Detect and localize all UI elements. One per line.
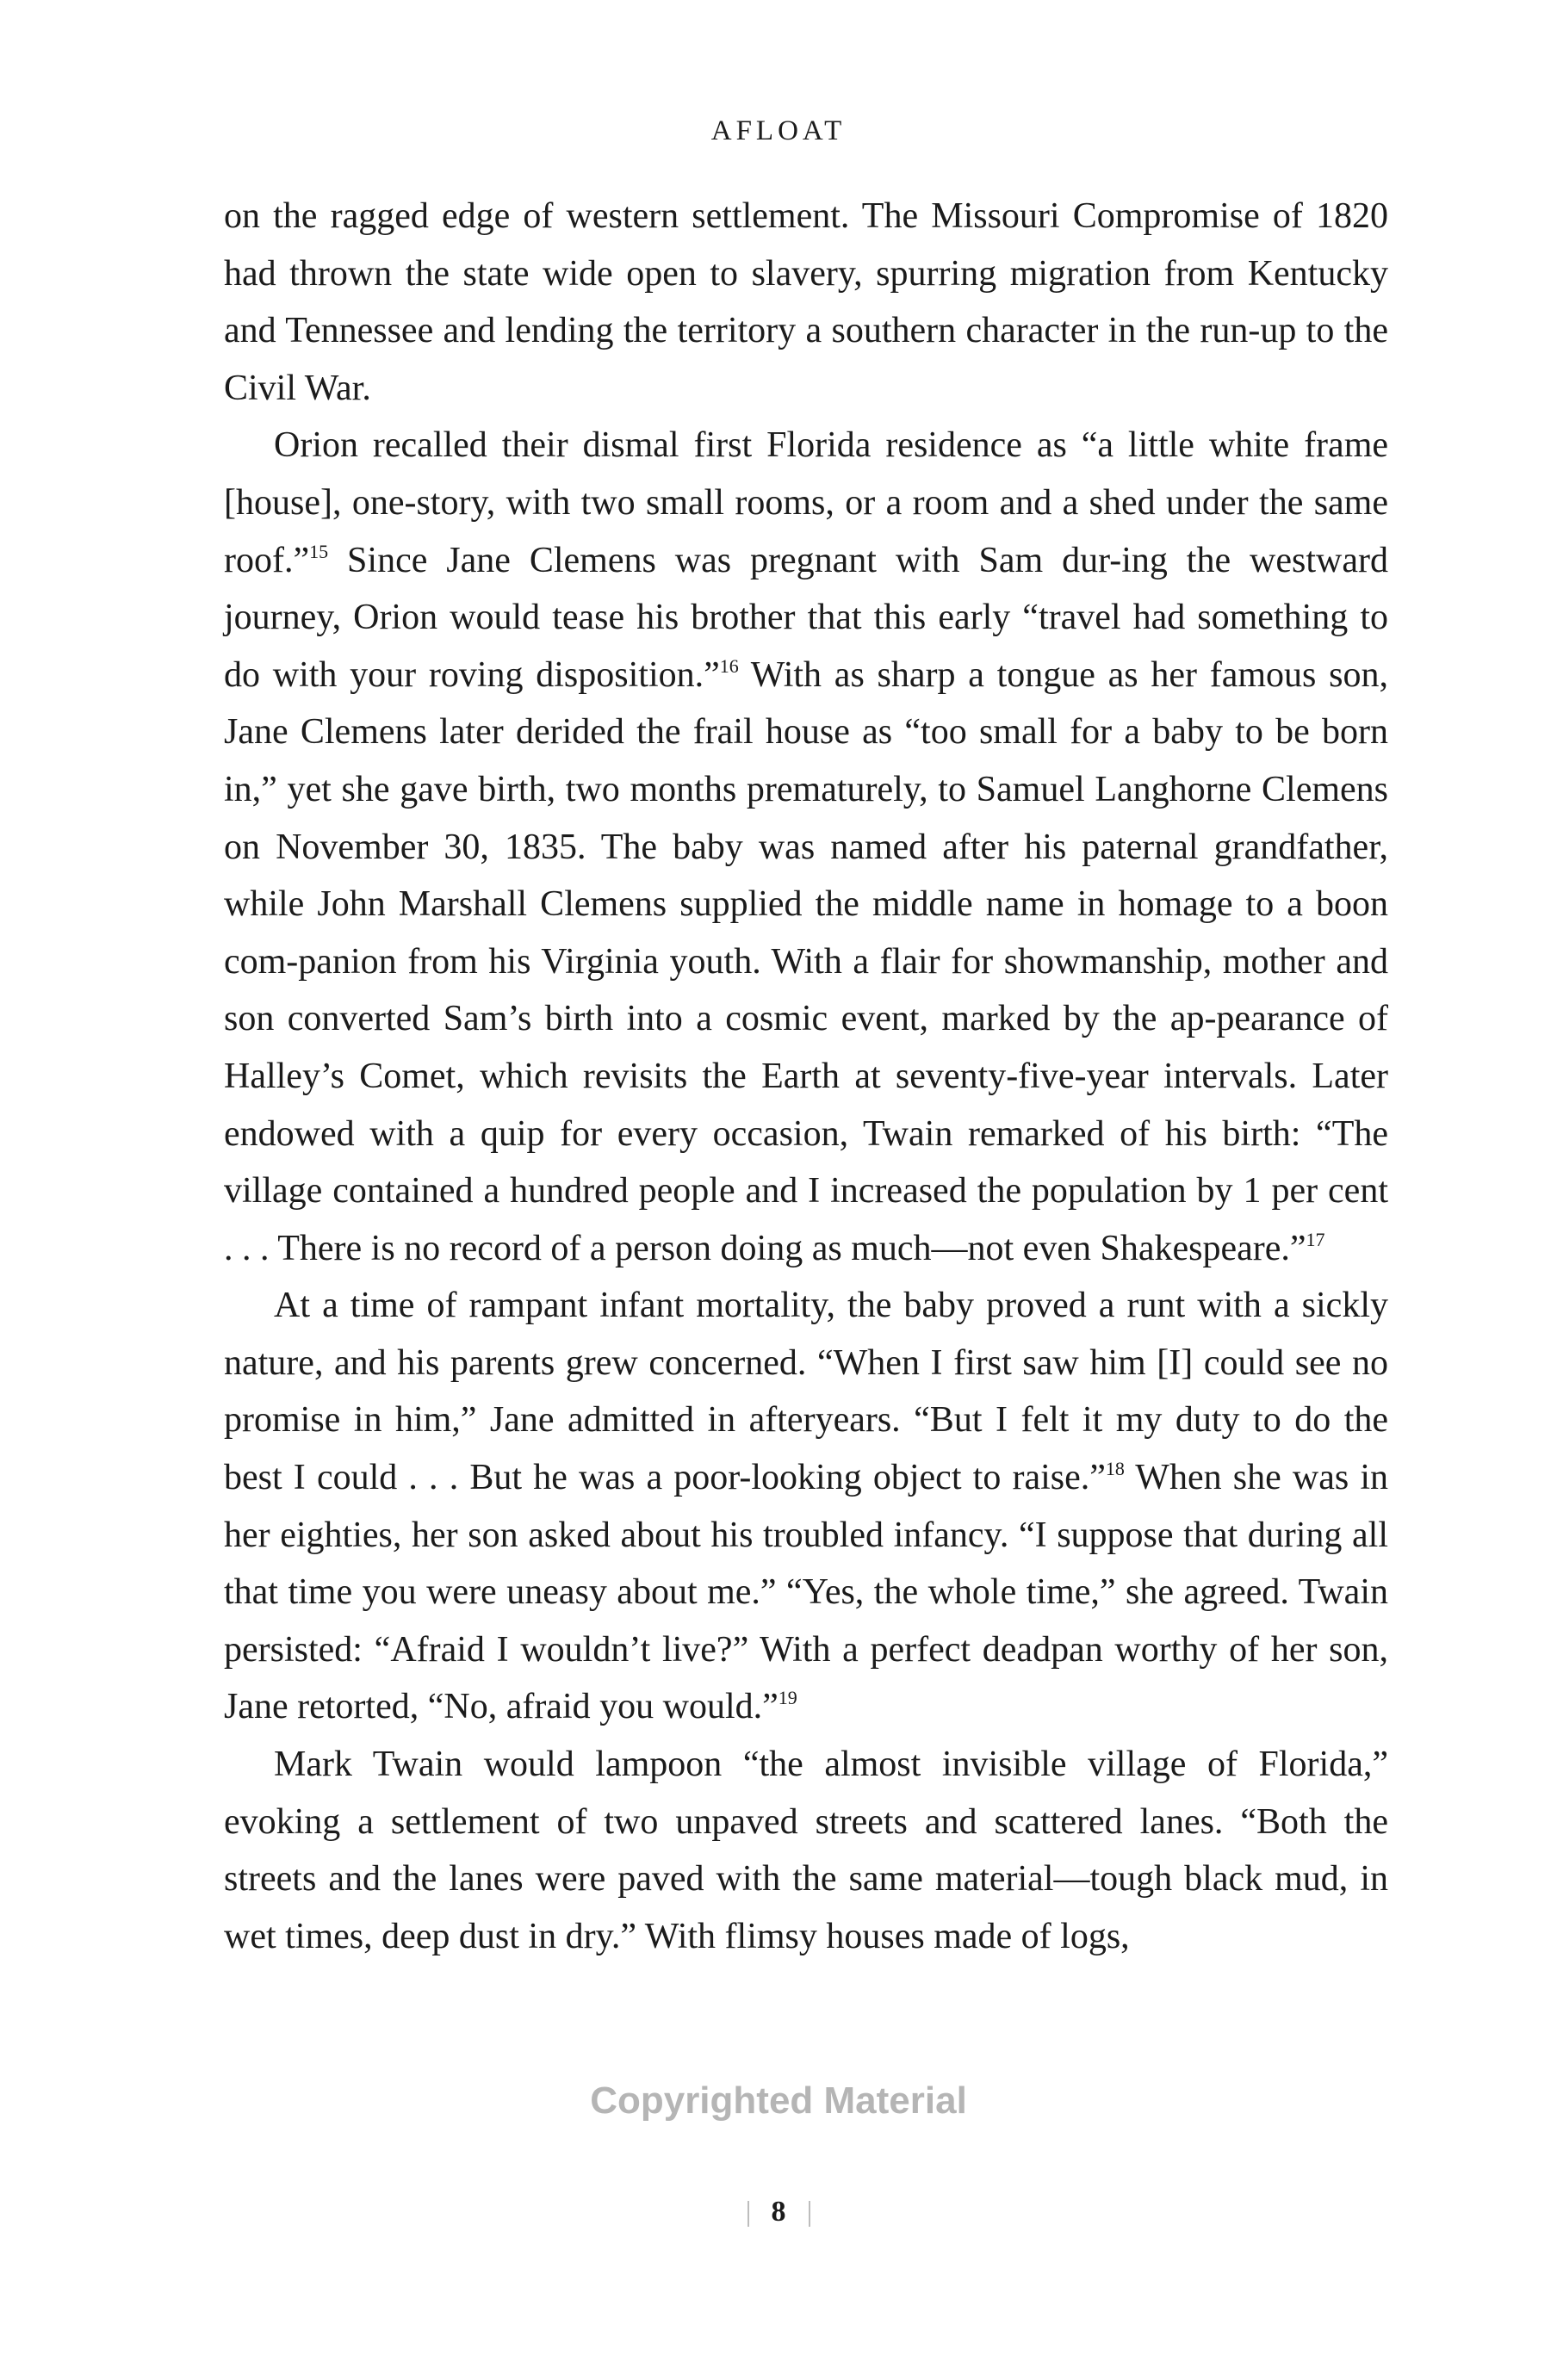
footnote-marker: 15 bbox=[309, 540, 329, 562]
folio-right-rule bbox=[809, 2201, 810, 2227]
body-text bbox=[224, 188, 1388, 1965]
copyright-watermark: Copyrighted Material bbox=[590, 2079, 967, 2122]
paragraph-text: When she was in her eighties, her son asked about his troubled infancy. “I suppose that during all that time you were uneasy about me.” “Yes, the whole time,” she agreed. Twain persisted: “Afraid I wouldn’t live?” With a perfect deadpan worthy of her son, Jane retorted, “No, afraid you would.” bbox=[224, 1458, 1389, 1727]
paragraph bbox=[224, 1277, 1388, 1736]
footnote-marker: 18 bbox=[1105, 1458, 1125, 1480]
page-number: 8 bbox=[771, 2196, 786, 2228]
footnote-marker: 16 bbox=[719, 654, 739, 677]
paragraph-text: Mark Twain would lampoon “the almost invisible village of Florida,” evoking a settlement of two unpaved streets and scattered lanes. “Both the streets and the lanes were paved with the same material—tough black mud, in wet times, deep dust in dry.” With flimsy houses made of logs, bbox=[224, 1745, 1388, 1956]
footnote-marker: 19 bbox=[778, 1687, 797, 1709]
page-folio bbox=[0, 2196, 1557, 2228]
paragraph-text: on the ragged edge of western settlement. The Missouri Compromise of 1820 had thrown the state wide open to slavery, spurring migration from Kentucky and Tennessee and lending the territory a southern character in the run-up to the Civil War. bbox=[224, 196, 1388, 408]
paragraph bbox=[224, 188, 1388, 417]
paragraph bbox=[224, 1736, 1388, 1965]
paragraph-text: At a time of rampant infant mortality, the baby proved a runt with a sickly nature, and his parents grew concerned. “When I first saw him [I] could see no promise in him,” Jane admitted in afteryears. “But I felt it my duty to do the best I could . . . But he was a poor-looking object to raise.” bbox=[224, 1286, 1388, 1498]
paragraph bbox=[224, 417, 1388, 1277]
running-head: AFLOAT bbox=[710, 115, 847, 146]
paragraph-text: With as sharp a tongue as her famous son, Jane Clemens later derided the frail house as “too small for a baby to be born in,” yet she gave birth, two months prematurely, to Samuel Langhorne Clemens on November 30, 1835. The baby was named after his paternal grandfather, while John Marshall Clemens supplied the middle name in homage to a boon com-panion from his Virginia youth. With a flair for showmanship, mother and son converted Sam’s birth into a cosmic event, marked by the ap-pearance of Halley’s Comet, which revisits the Earth at seventy-five-year intervals. Later endowed with a quip for every occasion, Twain remarked of his birth: “The village contained a hundred people and I increased the population by 1 per cent . . . There is no record of a person doing as much—not even Shakespeare.” bbox=[224, 654, 1388, 1268]
paragraph-text: Orion recalled their dismal first Florida residence as “a little white frame [house], one-story, with two small rooms, or a room and a shed under the same roof.” bbox=[224, 425, 1388, 580]
footnote-marker: 17 bbox=[1306, 1228, 1325, 1250]
paragraph-text: Since Jane Clemens was pregnant with Sam dur-ing the westward journey, Orion would tease his brother that this early “travel had something to do with your roving disposition.” bbox=[224, 540, 1388, 695]
folio-left-rule bbox=[747, 2201, 749, 2227]
